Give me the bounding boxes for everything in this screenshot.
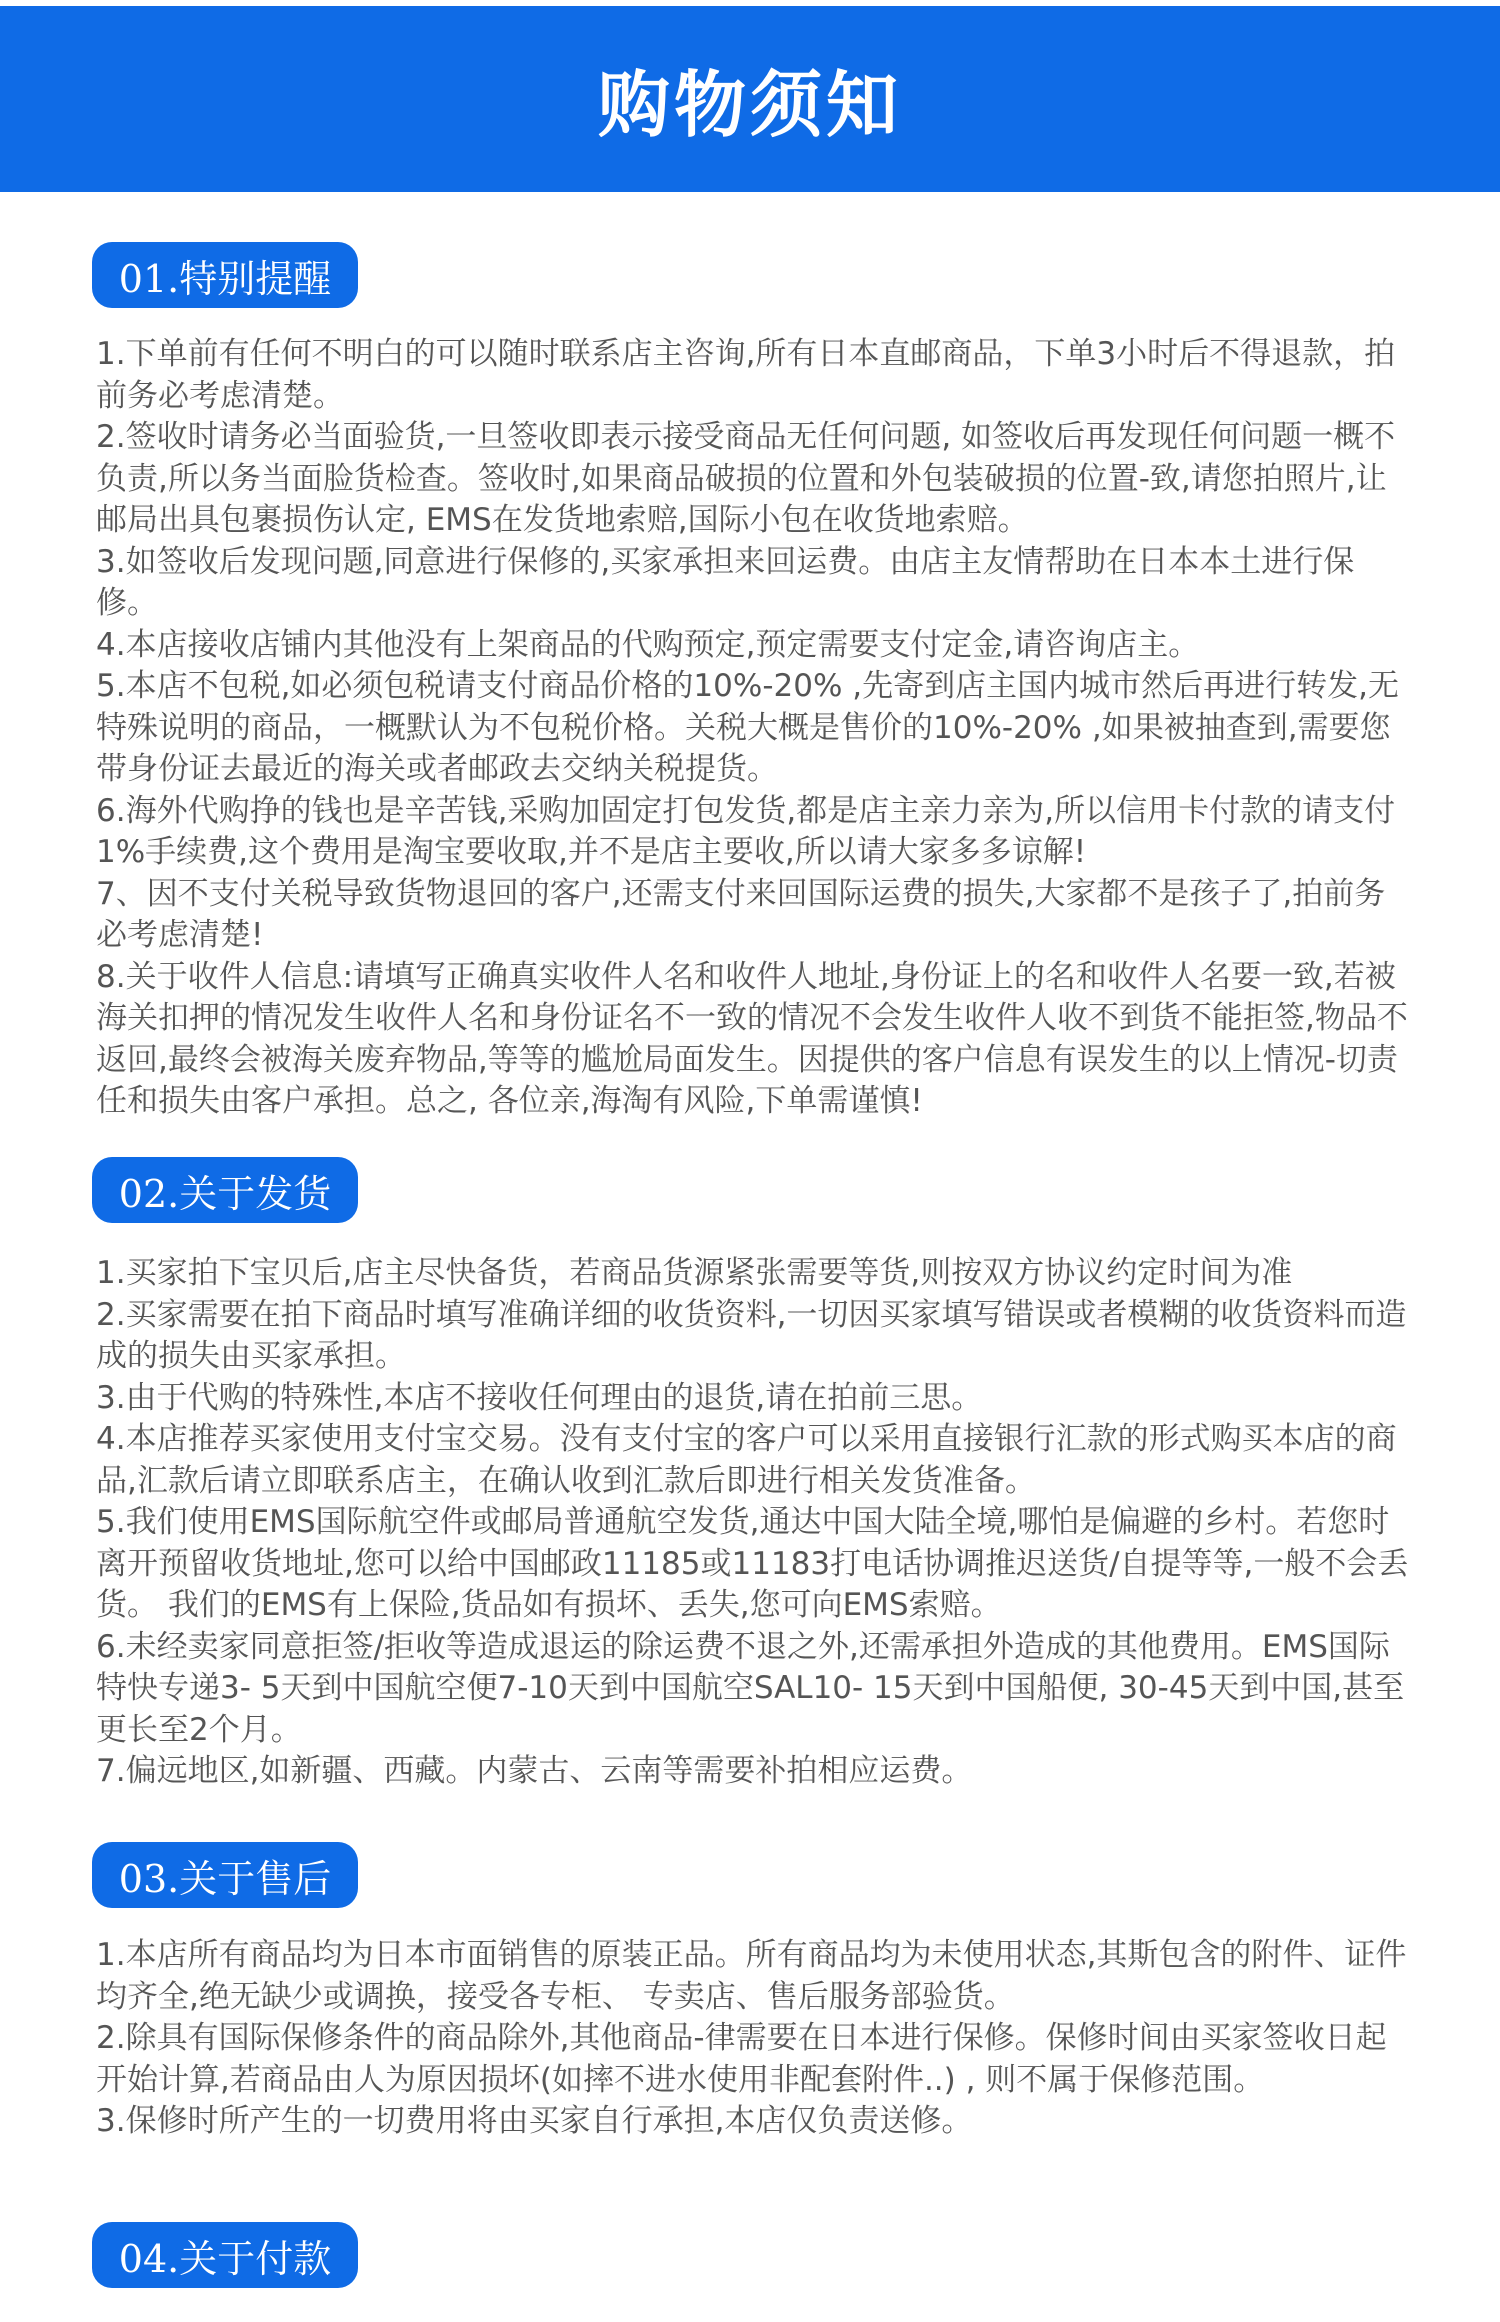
page-title: 购物须知 bbox=[597, 62, 902, 147]
list-item: 7.偏远地区,如新疆、西藏。内蒙古、云南等需要补拍相应运费。 bbox=[96, 1753, 973, 1789]
section-title-shipping: 02.关于发货 bbox=[92, 1157, 358, 1223]
section-body-special-reminder bbox=[96, 334, 1416, 1123]
list-item: 2.签收时请务必当面验货,一旦签收即表示接受商品无任何问题, 如签收后再发现任何问题一概不负责,所以务当面脸货检查。签收时,如果商品破损的位置和外包装破损的位置-致,请您拍照片,让邮局出具包裹损伤认定, EMS在发货地索赔,国际小包在收货地索赔。 bbox=[96, 419, 1396, 538]
list-item: 1.买家拍下宝贝后,店主尽快备货，若商品货源紧张需要等货,则按双方协议约定时间为准 bbox=[96, 1255, 1293, 1291]
list-item: 7、因不支付关税导致货物退回的客户,还需支付来回国际运费的损失,大家都不是孩子了,拍前务必考虑清楚! bbox=[96, 875, 1386, 953]
page-header bbox=[0, 6, 1500, 192]
list-item: 5.我们使用EMS国际航空件或邮局普通航空发货,通达中国大陆全境,哪怕是偏避的乡村。若您时离开预留收货地址,您可以给中国邮政11185或11183打电话协调推迟送货/自提等等,一般不会丢货。 我们的EMS有上保险,货品如有损坏、丢失,您可向EMS索赔。 bbox=[96, 1504, 1409, 1623]
section-title-payment: 04.关于付款 bbox=[92, 2222, 358, 2288]
section-title-special-reminder: 01.特别提醒 bbox=[92, 242, 358, 308]
list-item: 6.未经卖家同意拒签/拒收等造成退运的除运费不退之外,还需承担外造成的其他费用。EMS国际特快专递3- 5天到中国航空便7-10天到中国航空SAL10- 15天到中国船便, 30-45天到中国,甚至更长至2个月。 bbox=[96, 1628, 1405, 1748]
list-item: 1.本店所有商品均为日本市面销售的原装正品。所有商品均为未使用状态,其斯包含的附件、证件均齐全,绝无缺少或调换，接受各专柜、 专卖店、售后服务部验货。 bbox=[96, 1937, 1407, 2015]
list-item: 2.买家需要在拍下商品时填写准确详细的收货资料,一切因买家填写错误或者模糊的收货资料而造成的损失由买家承担。 bbox=[96, 1296, 1407, 1374]
list-item: 8.关于收件人信息:请填写正确真实收件人名和收件人地址,身份证上的名和收件人名要一致,若被海关扣押的情况发生收件人名和身份证名不一致的情况不会发生收件人收不到货不能拒签,物品不返回,最终会被海关废弃物品,等等的尴尬局面发生。因提供的客户信息有误发生的以上情况-切责任和损失由客户承担。总之, 各位亲,海淘有风险,下单需谨慎! bbox=[96, 958, 1408, 1119]
section-title-after-sales: 03.关于售后 bbox=[92, 1842, 358, 1908]
list-item: 4.本店接收店铺内其他没有上架商品的代购预定,预定需要支付定金,请咨询店主。 bbox=[96, 626, 1200, 663]
list-item: 3.保修时所产生的一切费用将由买家自行承担,本店仅负责送修。 bbox=[96, 2103, 973, 2139]
section-body-after-sales bbox=[96, 1935, 1416, 2143]
list-item: 3.如签收后发现问题,同意进行保修的,买家承担来回运费。由店主友情帮助在日本本土进行保修。 bbox=[96, 543, 1355, 621]
list-item: 2.除具有国际保修条件的商品除外,其他商品-律需要在日本进行保修。保修时间由买家签收日起开始计算,若商品由人为原因损坏(如摔不进水使用非配套附件..) , 则不属于保修范围。 bbox=[96, 2020, 1387, 2098]
list-item: 6.海外代购挣的钱也是辛苦钱,采购加固定打包发货,都是店主亲力亲为,所以信用卡付款的请支付1%手续费,这个费用是淘宝要收取,并不是店主要收,所以请大家多多谅解! bbox=[96, 792, 1396, 870]
list-item: 1.下单前有任何不明白的可以随时联系店主咨询,所有日本直邮商品，下单3小时后不得退款，拍前务必考虑清楚。 bbox=[96, 336, 1396, 414]
list-item: 4.本店推荐买家使用支付宝交易。没有支付宝的客户可以采用直接银行汇款的形式购买本店的商品,汇款后请立即联系店主，在确认收到汇款后即进行相关发货准备。 bbox=[96, 1421, 1397, 1499]
list-item: 5.本店不包税,如必须包税请支付商品价格的10%-20% ,先寄到店主国内城市然后再进行转发,无特殊说明的商品，一概默认为不包税价格。关税大概是售价的10%-20% ,如果被抽查到,需要您带身份证去最近的海关或者邮政去交纳关税提货。 bbox=[96, 668, 1399, 787]
section-body-shipping bbox=[96, 1253, 1416, 1793]
list-item: 3.由于代购的特殊性,本店不接收任何理由的退货,请在拍前三思。 bbox=[96, 1379, 983, 1416]
